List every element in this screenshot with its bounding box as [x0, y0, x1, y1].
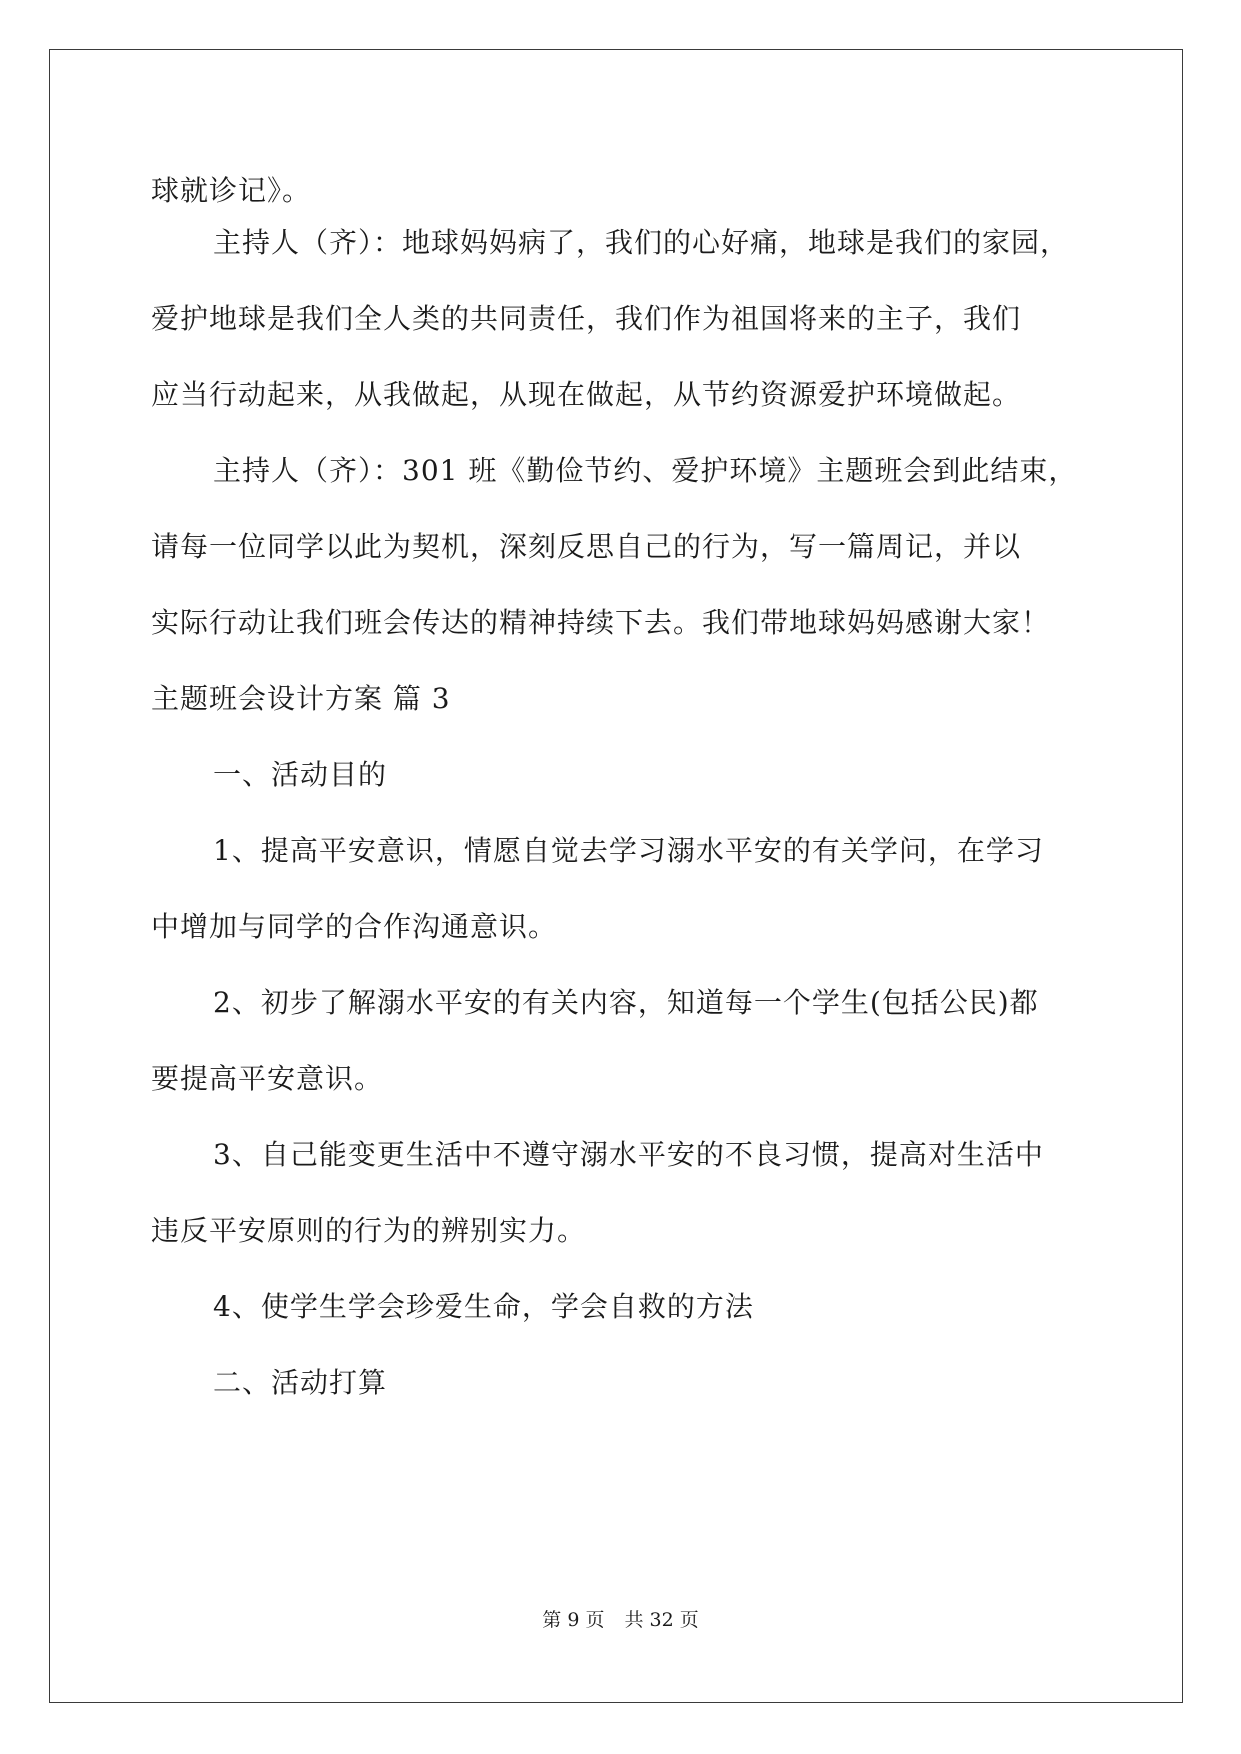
host-paragraph-2: 主持人（齐）：301 班《勤俭节约、爱护环境》主题班会到此结束， [213, 454, 1078, 487]
text-line: 球就诊记》。 [151, 174, 312, 207]
text-line: 要提高平安意识。 [151, 1062, 384, 1095]
section-title: 主题班会设计方案 篇 3 [151, 682, 451, 715]
goal-item-1: 1、提高平安意识，情愿自觉去学习溺水平安的有关学问，在学习 [213, 834, 1044, 867]
host-paragraph-1: 主持人（齐）：地球妈妈病了，我们的心好痛，地球是我们的家园， [213, 226, 1070, 259]
goal-item-2: 2、初步了解溺水平安的有关内容，知道每一个学生(包括公民)都 [213, 986, 1039, 1019]
heading-activity-goal: 一、活动目的 [213, 758, 388, 791]
text-line: 爱护地球是我们全人类的共同责任，我们作为祖国将来的主子，我们 [151, 302, 1022, 335]
page-total: 共 32 页 [624, 1609, 699, 1631]
text-line: 违反平安原则的行为的辨别实力。 [151, 1214, 587, 1247]
heading-activity-plan: 二、活动打算 [213, 1366, 388, 1399]
text-line: 请每一位同学以此为契机，深刻反思自己的行为，写一篇周记，并以 [151, 530, 1022, 563]
text-line: 中增加与同学的合作沟通意识。 [151, 910, 558, 943]
page-number: 第 9 页 [542, 1609, 605, 1631]
text-line: 应当行动起来，从我做起，从现在做起，从节约资源爱护环境做起。 [151, 378, 1022, 411]
goal-item-4: 4、使学生学会珍爱生命，学会自救的方法 [213, 1290, 754, 1323]
goal-item-3: 3、自己能变更生活中不遵守溺水平安的不良习惯，提高对生活中 [213, 1138, 1044, 1171]
page-border [49, 49, 1183, 1703]
text-line: 实际行动让我们班会传达的精神持续下去。我们带地球妈妈感谢大家！ [151, 606, 1051, 639]
page-footer [0, 1608, 1241, 1632]
